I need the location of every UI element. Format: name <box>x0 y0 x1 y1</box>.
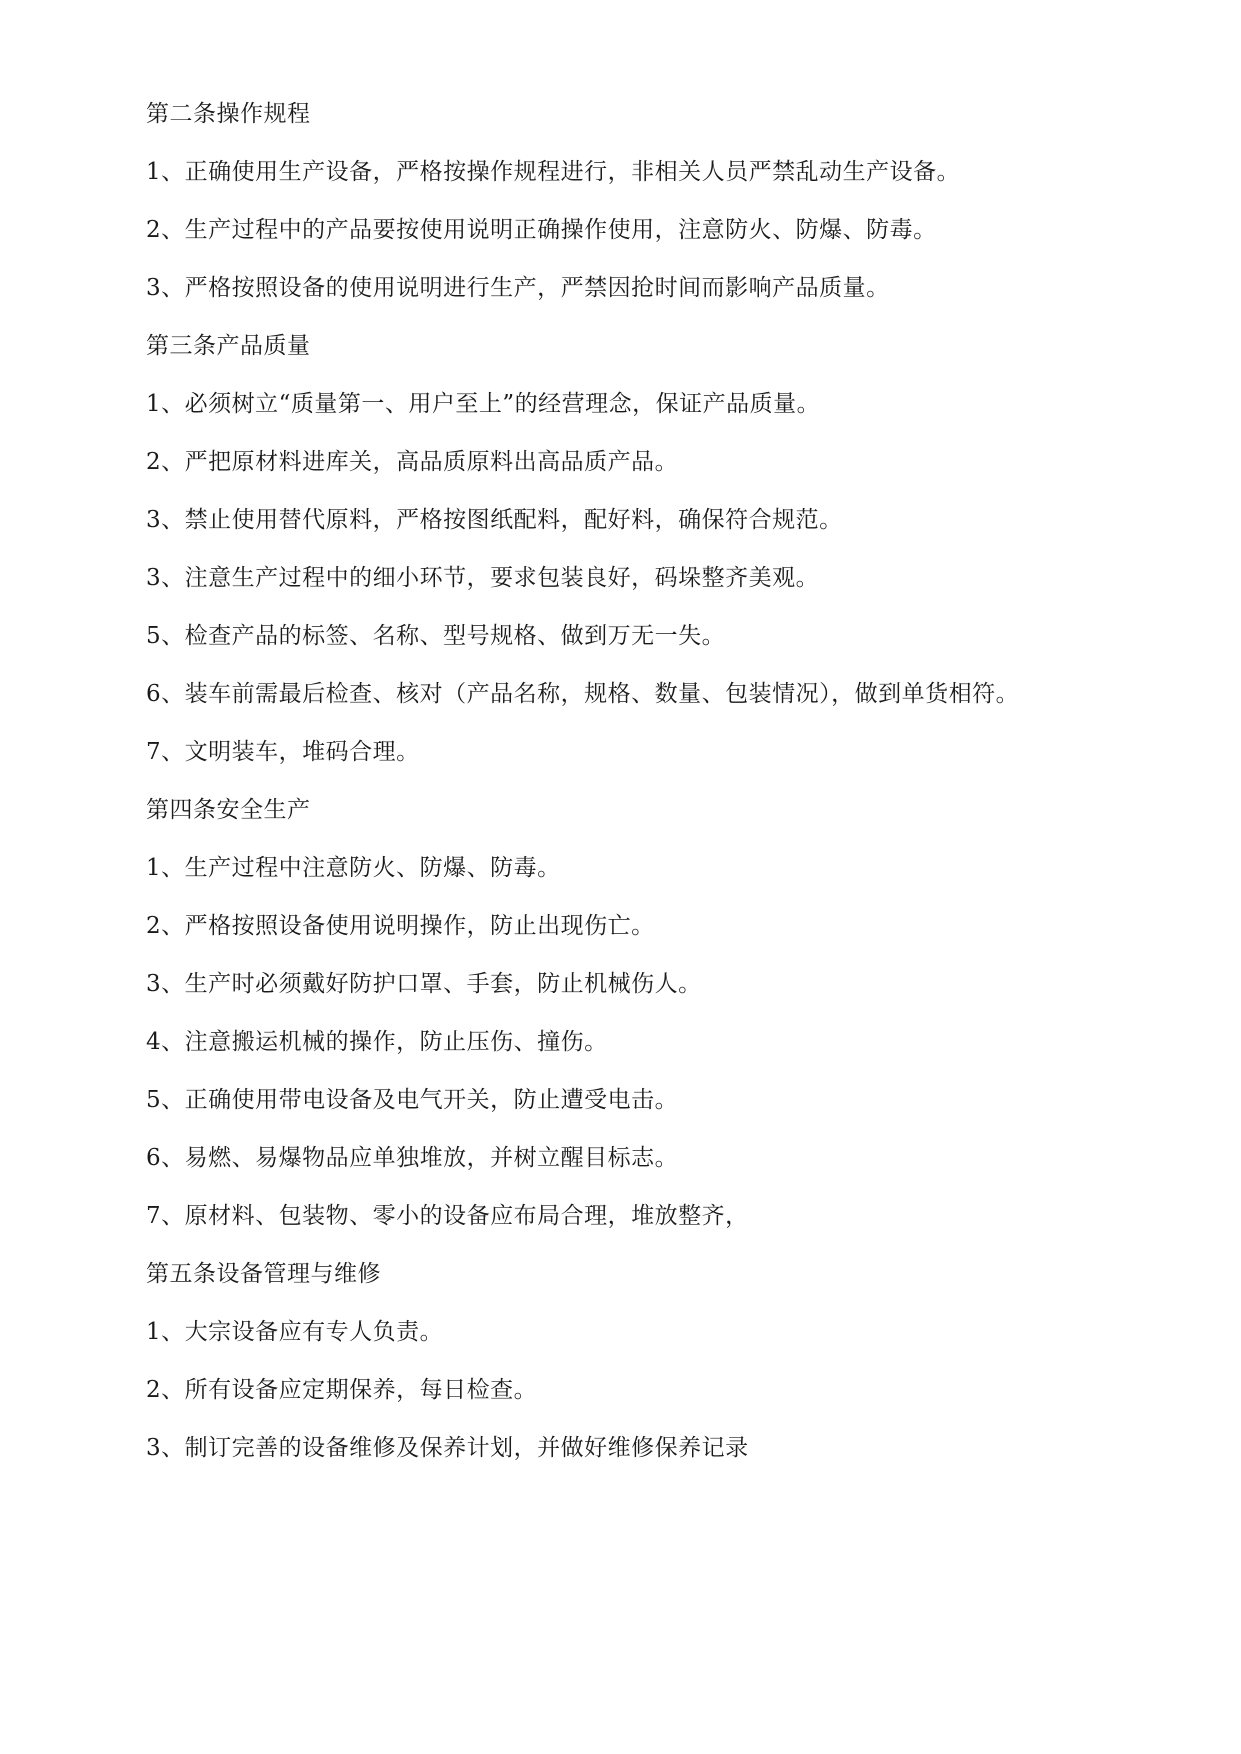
paragraph: 4、注意搬运机械的操作，防止压伤、撞伤。 <box>146 1029 608 1055</box>
paragraph: 7、文明装车，堆码合理。 <box>146 739 420 765</box>
paragraph: 1、正确使用生产设备，严格按操作规程进行，非相关人员严禁乱动生产设备。 <box>146 159 961 185</box>
paragraph: 3、生产时必须戴好防护口罩、手套，防止机械伤人。 <box>146 971 702 997</box>
section-heading-4: 第四条安全生产 <box>146 797 311 823</box>
paragraph: 6、易燃、易爆物品应单独堆放，并树立醒目标志。 <box>146 1145 679 1171</box>
paragraph: 6、装车前需最后检查、核对（产品名称，规格、数量、包装情况），做到单货相符。 <box>146 681 1020 707</box>
paragraph: 3、注意生产过程中的细小环节，要求包装良好，码垛整齐美观。 <box>146 565 820 591</box>
paragraph: 2、严把原材料进库关，高品质原料出高品质产品。 <box>146 449 679 475</box>
section-heading-5: 第五条设备管理与维修 <box>146 1261 381 1287</box>
paragraph: 3、严格按照设备的使用说明进行生产，严禁因抢时间而影响产品质量。 <box>146 275 890 301</box>
paragraph: 2、所有设备应定期保养，每日检查。 <box>146 1377 538 1403</box>
paragraph: 3、禁止使用替代原料，严格按图纸配料，配好料，确保符合规范。 <box>146 507 843 533</box>
paragraph: 2、生产过程中的产品要按使用说明正确操作使用，注意防火、防爆、防毒。 <box>146 217 937 243</box>
paragraph: 2、严格按照设备使用说明操作，防止出现伤亡。 <box>146 913 655 939</box>
paragraph: 5、检查产品的标签、名称、型号规格、做到万无一失。 <box>146 623 726 649</box>
paragraph: 1、大宗设备应有专人负责。 <box>146 1319 444 1345</box>
section-heading-3: 第三条产品质量 <box>146 333 311 359</box>
paragraph: 3、制订完善的设备维修及保养计划，并做好维修保养记录 <box>146 1435 749 1461</box>
paragraph: 5、正确使用带电设备及电气开关，防止遭受电击。 <box>146 1087 679 1113</box>
paragraph: 1、生产过程中注意防火、防爆、防毒。 <box>146 855 561 881</box>
paragraph: 7、原材料、包装物、零小的设备应布局合理，堆放整齐， <box>146 1203 749 1229</box>
section-heading-2: 第二条操作规程 <box>146 101 311 127</box>
paragraph: 1、必须树立“质量第一、用户至上”的经营理念，保证产品质量。 <box>146 391 821 417</box>
